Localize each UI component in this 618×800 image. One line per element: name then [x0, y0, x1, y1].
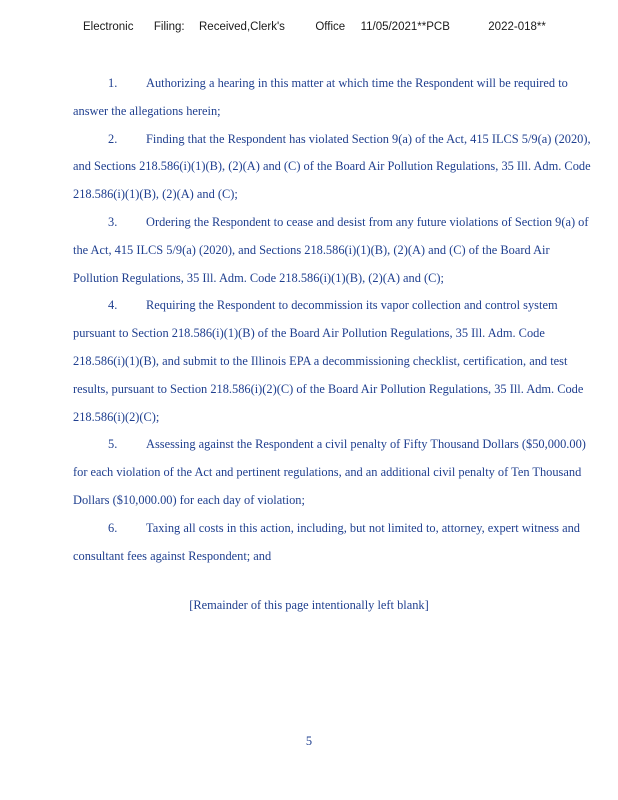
paragraph-text: Authorizing a hearing in this matter at which time the Respondent will be required to answer the allegations herein; [73, 76, 568, 118]
header-case: 2022-018** [488, 21, 546, 33]
paragraph-number: 6. [108, 520, 118, 535]
remainder-note: [Remainder of this page intentionally left blank] [189, 598, 429, 612]
paragraph-text: Taxing all costs in this action, including, but not limited to, attorney, expert witness and consultant fees against Respondent; and [73, 520, 580, 563]
header-date: 11/05/2021**PCB [360, 21, 450, 33]
paragraph [73, 126, 593, 209]
paragraph-number: 4. [108, 298, 118, 313]
paragraph-text: Requiring the Respondent to decommission its vapor collection and control system pursuant to Section 218.586(i)(1)(B) of the Board Air Pollution Regulations, 35 Ill. Adm. Code 218.586(i)(1)(B), and submit to the Illinois EPA a decommissioning checklist, certification, and test results, pursuant to Section 218.586(i)(2)(C) of the Board Air Pollution Regulations, 35 Ill. Adm. Code 218.586(i)(2)(C); [73, 298, 584, 424]
header-electronic: Electronic [83, 21, 134, 33]
paragraph-text: Ordering the Respondent to cease and desist from any future violations of Section 9(a) of the Act, 415 ILCS 5/9(a) (2020), and Sections 218.586(i)(1)(B), (2)(A) and (C) of the Board Air Pollution Regulations, 35 Ill. Adm. Code 218.586(i)(1)(B), (2)(A) and (C); [73, 214, 589, 285]
document-body [73, 70, 593, 570]
paragraph [73, 209, 593, 292]
paragraph [73, 292, 593, 431]
paragraph-number: 2. [108, 131, 118, 146]
paragraph [73, 515, 593, 571]
paragraph-number: 5. [108, 437, 118, 452]
header-office: Office [315, 21, 346, 33]
paragraph [73, 431, 593, 514]
paragraph-text: Finding that the Respondent has violated Section 9(a) of the Act, 415 ILCS 5/9(a) (2020), and Sections 218.586(i)(1)(B), (2)(A) and (C) of the Board Air Pollution Regulations, 35 Ill. Adm. Code 218.586(i)(1)(B), (2)(A) and (C); [73, 131, 591, 202]
paragraph-number: 1. [108, 76, 118, 90]
page-number: 5 [305, 734, 313, 748]
paragraph-text: Assessing against the Respondent a civil penalty of Fifty Thousand Dollars ($50,000.00) for each violation of the Act and pertinent regulations, and an additional civil penalty of Ten Thousand Dollars ($10,000.00) for each day of violation; [73, 437, 586, 507]
header-filing: Filing: [153, 21, 185, 33]
header-received: Received,Clerk's [199, 21, 285, 33]
paragraph [73, 70, 593, 126]
paragraph-number: 3. [108, 214, 118, 229]
filing-header [83, 21, 546, 33]
